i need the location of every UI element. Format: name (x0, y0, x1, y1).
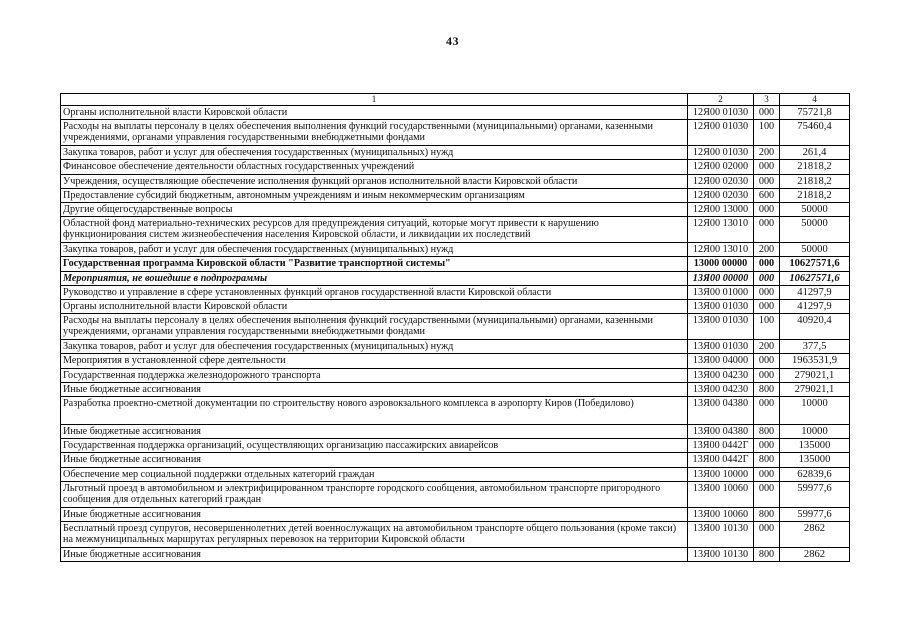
row-amount: 21818,2 (780, 174, 850, 188)
table-row (61, 368, 850, 382)
row-amount: 75460,4 (780, 120, 850, 146)
table-row (61, 507, 850, 521)
table-row (61, 481, 850, 507)
table-row (61, 188, 850, 202)
table-row (61, 160, 850, 174)
row-code: 13000 00000 (688, 257, 754, 271)
row-name: Разработка проектно-сметной документации по строительству нового аэровокзального комплекса в аэропорту Киров (Победилово) (61, 397, 688, 425)
table-row (61, 217, 850, 243)
row-name: Закупка товаров, работ и услуг для обеспечения государственных (муниципальных) нужд (61, 243, 688, 257)
row-expense-type: 600 (754, 188, 780, 202)
row-expense-type: 800 (754, 453, 780, 467)
column-header-name: 1 (61, 94, 688, 106)
table-row (61, 120, 850, 146)
row-amount: 50000 (780, 217, 850, 243)
table-header-row (61, 94, 850, 106)
row-amount: 41297,9 (780, 300, 850, 314)
column-header-code: 2 (688, 94, 754, 106)
row-code: 13Я00 01030 (688, 300, 754, 314)
row-name: Областной фонд материально-технических ресурсов для предупреждения ситуаций, которые могут привести к нарушению функционирования систем жизнеобеспечения населения Кировской области, и ликвидации их последствий (61, 217, 688, 243)
row-expense-type: 200 (754, 146, 780, 160)
row-amount: 59977,6 (780, 481, 850, 507)
row-name: Льготный проезд в автомобильном и электрифицированном транспорте городского сообщения, автомобильном транспорте пригородного сообщения для отдельных категорий граждан (61, 481, 688, 507)
row-amount: 2862 (780, 548, 850, 562)
column-header-amount: 4 (780, 94, 850, 106)
row-name: Государственная программа Кировской области "Развитие транспортной системы" (61, 257, 688, 271)
row-expense-type: 000 (754, 300, 780, 314)
row-code: 13Я00 10060 (688, 481, 754, 507)
row-code: 12Я00 02000 (688, 160, 754, 174)
budget-table (60, 93, 850, 562)
row-amount: 135000 (780, 453, 850, 467)
table-row (61, 174, 850, 188)
row-name: Руководство и управление в сфере установленных функций органов государственной власти Кировской области (61, 285, 688, 299)
table-row (61, 467, 850, 481)
row-expense-type: 800 (754, 425, 780, 439)
row-name: Расходы на выплаты персоналу в целях обеспечения выполнения функций государственными (муниципальными) органами, казенными учреждениями, органами управления государственными внебюджетными фондами (61, 120, 688, 146)
row-expense-type: 000 (754, 368, 780, 382)
table-row (61, 548, 850, 562)
row-name: Государственная поддержка железнодорожного транспорта (61, 368, 688, 382)
row-amount: 279021,1 (780, 382, 850, 396)
table-row (61, 453, 850, 467)
row-amount: 2862 (780, 522, 850, 548)
row-expense-type: 000 (754, 106, 780, 120)
row-name: Бесплатный проезд супругов, несовершеннолетних детей военнослужащих на автомобильном транспорте общего пользования (кроме такси) на межмуниципальных маршрутах регулярных перевозок на территории Кировской области (61, 522, 688, 548)
row-amount: 10627571,6 (780, 271, 850, 285)
row-name: Иные бюджетные ассигнования (61, 382, 688, 396)
row-amount: 62839,6 (780, 467, 850, 481)
table-row (61, 382, 850, 396)
row-expense-type: 000 (754, 160, 780, 174)
row-amount: 50000 (780, 243, 850, 257)
row-code: 12Я00 13010 (688, 243, 754, 257)
row-code: 13Я00 10060 (688, 507, 754, 521)
table-row (61, 106, 850, 120)
page-number: 43 (446, 34, 459, 48)
row-name: Закупка товаров, работ и услуг для обеспечения государственных (муниципальных) нужд (61, 146, 688, 160)
row-expense-type: 800 (754, 382, 780, 396)
table-row (61, 203, 850, 217)
row-name: Предоставление субсидий бюджетным, автономным учреждениям и иным некоммерческим организациям (61, 188, 688, 202)
row-amount: 41297,9 (780, 285, 850, 299)
row-code: 13Я00 01000 (688, 285, 754, 299)
row-expense-type: 000 (754, 522, 780, 548)
row-code: 13Я00 10130 (688, 548, 754, 562)
table-row (61, 285, 850, 299)
table-row (61, 425, 850, 439)
row-amount: 75721,8 (780, 106, 850, 120)
row-code: 13Я00 0442Г (688, 439, 754, 453)
row-amount: 10000 (780, 397, 850, 425)
row-amount: 40920,4 (780, 314, 850, 340)
row-amount: 261,4 (780, 146, 850, 160)
row-name: Иные бюджетные ассигнования (61, 453, 688, 467)
row-code: 13Я00 10000 (688, 467, 754, 481)
table-row (61, 314, 850, 340)
row-expense-type: 000 (754, 271, 780, 285)
row-code: 13Я00 04380 (688, 425, 754, 439)
row-code: 12Я00 01030 (688, 120, 754, 146)
row-expense-type: 000 (754, 217, 780, 243)
row-code: 13Я00 00000 (688, 271, 754, 285)
row-amount: 135000 (780, 439, 850, 453)
row-code: 12Я00 01030 (688, 106, 754, 120)
row-amount: 59977,6 (780, 507, 850, 521)
row-code: 13Я00 10130 (688, 522, 754, 548)
row-amount: 377,5 (780, 340, 850, 354)
table-row (61, 271, 850, 285)
row-amount: 50000 (780, 203, 850, 217)
row-code: 13Я00 04230 (688, 368, 754, 382)
table-row (61, 354, 850, 368)
row-expense-type: 100 (754, 120, 780, 146)
row-code: 12Я00 13010 (688, 217, 754, 243)
row-expense-type: 800 (754, 507, 780, 521)
row-code: 13Я00 04380 (688, 397, 754, 425)
row-name: Иные бюджетные ассигнования (61, 425, 688, 439)
row-name: Расходы на выплаты персоналу в целях обеспечения выполнения функций государственными (муниципальными) органами, казенными учреждениями, органами управления государственными внебюджетными фондами (61, 314, 688, 340)
table-row (61, 522, 850, 548)
row-code: 13Я00 0442Г (688, 453, 754, 467)
row-amount: 10627571,6 (780, 257, 850, 271)
row-name: Мероприятия в установленной сфере деятельности (61, 354, 688, 368)
row-amount: 21818,2 (780, 160, 850, 174)
row-expense-type: 100 (754, 314, 780, 340)
row-code: 12Я00 02030 (688, 174, 754, 188)
row-name: Иные бюджетные ассигнования (61, 548, 688, 562)
row-expense-type: 000 (754, 397, 780, 425)
row-name: Другие общегосударственные вопросы (61, 203, 688, 217)
table-row (61, 243, 850, 257)
row-amount: 21818,2 (780, 188, 850, 202)
row-expense-type: 200 (754, 340, 780, 354)
column-header-vr: 3 (754, 94, 780, 106)
row-code: 13Я00 04230 (688, 382, 754, 396)
row-expense-type: 000 (754, 285, 780, 299)
row-expense-type: 000 (754, 481, 780, 507)
row-name: Обеспечение мер социальной поддержки отдельных категорий граждан (61, 467, 688, 481)
row-expense-type: 000 (754, 257, 780, 271)
row-amount: 1963531,9 (780, 354, 850, 368)
row-name: Государственная поддержка организаций, осуществляющих организацию пассажирских авиарейсов (61, 439, 688, 453)
table-row (61, 146, 850, 160)
table-row (61, 257, 850, 271)
row-expense-type: 200 (754, 243, 780, 257)
table-row (61, 397, 850, 425)
row-name: Иные бюджетные ассигнования (61, 507, 688, 521)
table-row (61, 340, 850, 354)
row-code: 13Я00 01030 (688, 314, 754, 340)
row-code: 12Я00 13000 (688, 203, 754, 217)
row-amount: 279021,1 (780, 368, 850, 382)
row-name: Закупка товаров, работ и услуг для обеспечения государственных (муниципальных) нужд (61, 340, 688, 354)
row-name: Учреждения, осуществляющие обеспечение исполнения функций органов исполнительной власти Кировской области (61, 174, 688, 188)
row-code: 13Я00 04000 (688, 354, 754, 368)
row-expense-type: 000 (754, 467, 780, 481)
row-name: Мероприятия, не вошедшие в подпрограммы (61, 271, 688, 285)
row-name: Финансовое обеспечение деятельности областных государственных учреждений (61, 160, 688, 174)
table-row (61, 300, 850, 314)
row-name: Органы исполнительной власти Кировской области (61, 106, 688, 120)
row-expense-type: 000 (754, 439, 780, 453)
row-expense-type: 000 (754, 174, 780, 188)
table-row (61, 439, 850, 453)
row-code: 12Я00 02030 (688, 188, 754, 202)
row-name: Органы исполнительной власти Кировской области (61, 300, 688, 314)
row-amount: 10000 (780, 425, 850, 439)
row-expense-type: 800 (754, 548, 780, 562)
row-code: 13Я00 01030 (688, 340, 754, 354)
row-code: 12Я00 01030 (688, 146, 754, 160)
row-expense-type: 000 (754, 354, 780, 368)
row-expense-type: 000 (754, 203, 780, 217)
